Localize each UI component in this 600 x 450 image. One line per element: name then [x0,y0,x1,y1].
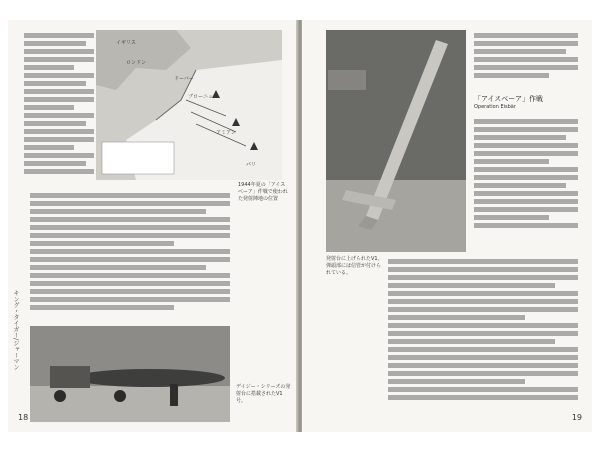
map-label-paris: パリ [246,162,257,168]
map-label-boulogne: ブローニュ [188,94,214,100]
right-photo-caption: 発射台に上げられたV1。弾頭部には信管が付けられている。 [326,256,383,276]
right-main-text [388,256,578,416]
right-column-text [474,116,578,246]
v1-launch-photo-svg [326,30,466,252]
left-top-text-column [24,30,94,190]
map-figure [96,30,282,180]
map-label-england: イギリス [116,40,136,46]
map-label-dover: ドーバー [174,76,194,82]
left-page-number: 18 [18,413,29,422]
right-top-text [474,30,578,90]
right-page-number: 19 [571,413,582,422]
left-photo [30,326,230,422]
sidebar-running-title: キング・タイガー/ジャーマン [12,290,19,371]
section-subheading: Operation Eisbär [474,104,516,110]
left-page [8,20,298,432]
right-photo [326,30,466,252]
map-caption: 1944年夏の「アイスベーア」作戦で使われた発射陣地の位置 [238,182,288,202]
left-main-text [30,190,230,322]
left-photo-caption: デイジー・シリーズの発射台に搭載されたV1号。 [236,384,291,404]
map-svg [96,30,282,180]
map-label-london: ロンドン [126,60,147,66]
section-heading: 「アイスベーア」作戦 [474,95,543,103]
v1-photo-svg [30,326,230,422]
book-spread [8,20,592,432]
right-page [302,20,592,432]
map-label-amiens: アミアン [216,130,236,136]
